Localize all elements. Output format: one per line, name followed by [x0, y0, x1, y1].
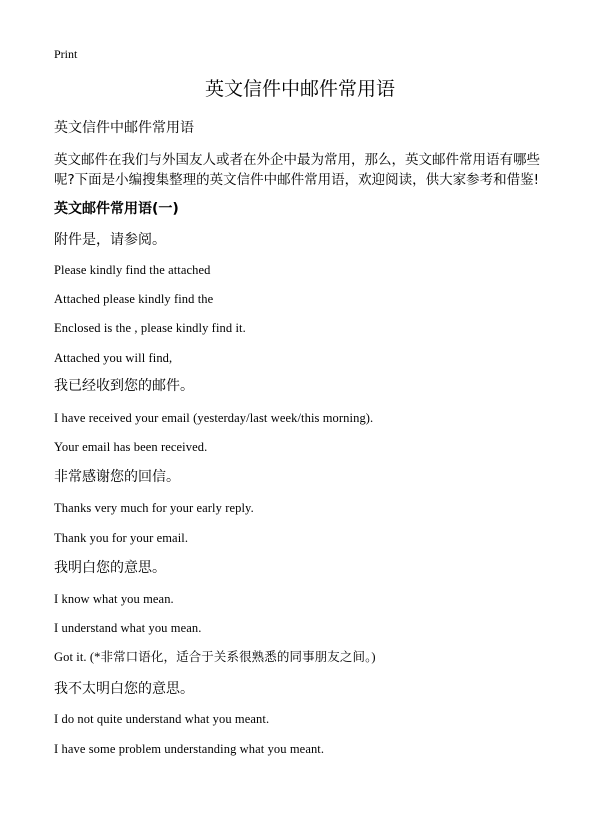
phrase-line: Attached you will find,	[54, 351, 173, 365]
phrase-line: Your email has been received.	[54, 440, 208, 454]
phrase-line: I have some problem understanding what you meant.	[54, 742, 325, 756]
phrase-line: Thank you for your email.	[54, 531, 189, 545]
phrase-line: Attached please kindly find the	[54, 292, 214, 306]
phrase-line: Got it. (*非常口语化，适合于关系很熟悉的同事朋友之间。)	[54, 650, 376, 664]
phrase-line: I know what you mean.	[54, 592, 174, 606]
document-subtitle: 英文信件中邮件常用语	[54, 120, 194, 136]
phrase-line: Enclosed is the , please kindly find it.	[54, 321, 246, 335]
print-link[interactable]: Print	[54, 47, 78, 61]
section-heading: 英文邮件常用语(一)	[54, 201, 179, 217]
document-title: 英文信件中邮件常用语	[204, 78, 395, 100]
phrase-line: I have received your email (yesterday/last week/this morning).	[54, 411, 374, 425]
phrase-line: 我明白您的意思。	[54, 560, 166, 576]
phrase-line: Please kindly find the attached	[54, 263, 211, 277]
phrase-line: I do not quite understand what you meant.	[54, 712, 270, 726]
intro-paragraph: 英文邮件在我们与外国友人或者在外企中最为常用，那么，英文邮件常用语有哪些呢?下面是小编搜集整理的英文信件中邮件常用语，欢迎阅读，供大家参考和借鉴!	[54, 152, 540, 188]
phrase-line: I understand what you mean.	[54, 621, 202, 635]
phrase-line: Thanks very much for your early reply.	[54, 501, 254, 515]
phrase-line: 我已经收到您的邮件。	[54, 378, 194, 394]
phrase-line: 我不太明白您的意思。	[54, 681, 194, 697]
phrase-line: 附件是，请参阅。	[54, 232, 166, 248]
phrase-line: 非常感谢您的回信。	[54, 469, 180, 485]
